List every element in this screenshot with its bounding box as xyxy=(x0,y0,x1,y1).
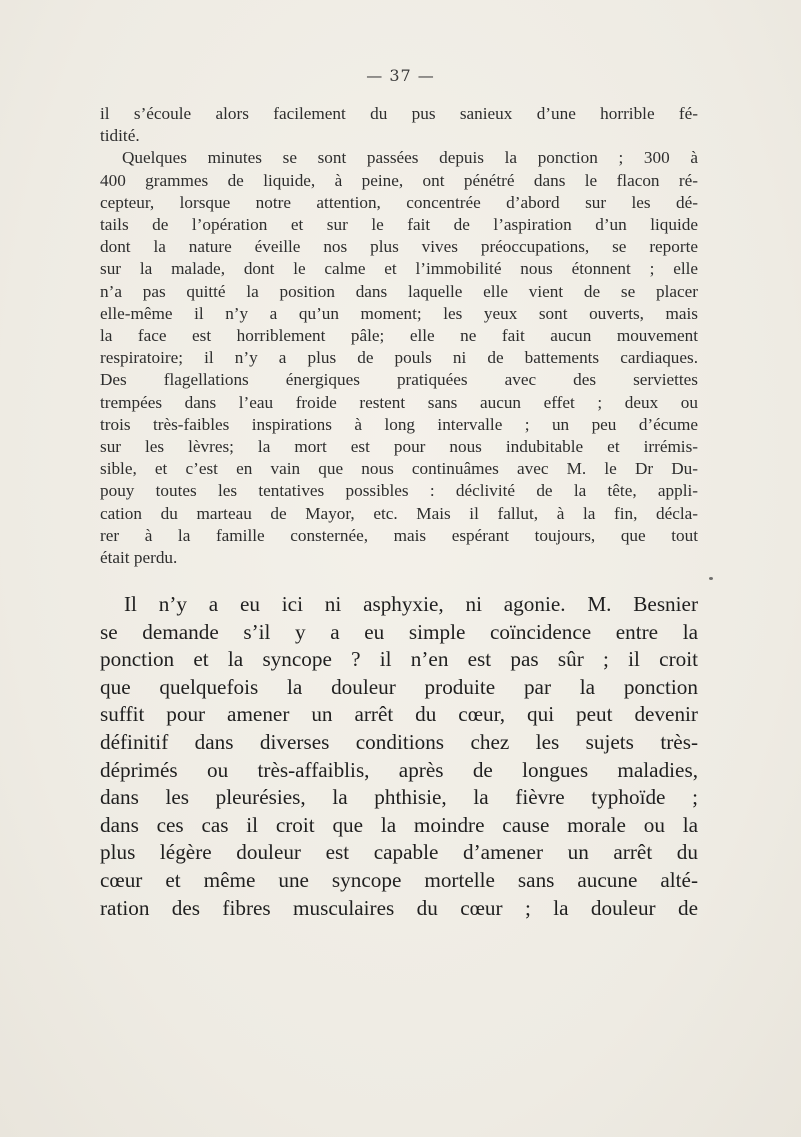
text-line: il s’écoule alors facilement du pus sanieux d’une horrible fé- xyxy=(100,104,698,123)
text-line: dans ces cas il croit que la moindre cause morale ou la xyxy=(100,812,698,837)
text-line: se demande s’il y a eu simple coïncidence entre la xyxy=(100,619,698,644)
text-line: sur les lèvres; la mort est pour nous indubitable et irrémis- xyxy=(100,437,698,457)
text-line: déprimés ou très-affaiblis, après de longues maladies, xyxy=(100,757,698,782)
text-line: cepteur, lorsque notre attention, concentrée d’abord sur les dé- xyxy=(100,192,698,212)
text-line: dans les pleurésies, la phthisie, la fièvre typhoïde ; xyxy=(100,785,698,810)
text-line: Quelques minutes se sont passées depuis la ponction ; 300 à xyxy=(122,148,698,168)
ink-speck xyxy=(709,577,713,580)
paragraph-commentary xyxy=(100,591,698,922)
text-line: cœur et même une syncope mortelle sans aucune alté- xyxy=(100,867,698,892)
text-line: tidité. xyxy=(100,126,140,146)
text-line: définitif dans diverses conditions chez les sujets très- xyxy=(100,729,698,754)
text-line: respiratoire; il n’y a plus de pouls ni de battements cardiaques. xyxy=(100,348,698,368)
text-line: Il n’y a eu ici ni asphyxie, ni agonie. M. Besnier xyxy=(124,592,698,616)
text-line: sur la malade, dont le calme et l’immobilité nous étonnent ; elle xyxy=(100,259,698,279)
text-line: tails de l’opération et sur le fait de l’aspiration d’un liquide xyxy=(100,215,698,235)
text-line: dont la nature éveille nos plus vives préoccupations, se reporte xyxy=(100,237,698,257)
text-line: rer à la famille consternée, mais espérant toujours, que tout xyxy=(100,525,698,545)
text-line: n’a pas quitté la position dans laquelle elle vient de se placer xyxy=(100,281,698,301)
text-line: cation du marteau de Mayor, etc. Mais il fallut, à la fin, décla- xyxy=(100,503,698,523)
text-line: suffit pour amener un arrêt du cœur, qui peut devenir xyxy=(100,702,698,727)
text-line: ration des fibres musculaires du cœur ; la douleur de xyxy=(100,895,698,920)
text-line: Des flagellations énergiques pratiquées avec des serviettes xyxy=(100,370,698,390)
text-line: sible, et c’est en vain que nous continuâmes avec M. le Dr Du- xyxy=(100,459,698,479)
text-line: pouy toutes les tentatives possibles : déclivité de la tête, appli- xyxy=(100,481,698,501)
text-line: elle-même il n’y a qu’un moment; les yeux sont ouverts, mais xyxy=(100,303,698,323)
text-line: trempées dans l’eau froide restent sans aucun effet ; deux ou xyxy=(100,392,698,412)
paragraph-observation xyxy=(100,103,698,569)
text-line: ponction et la syncope ? il n’en est pas sûr ; il croit xyxy=(100,647,698,672)
text-line: trois très-faibles inspirations à long intervalle ; un peu d’écume xyxy=(100,414,698,434)
text-line: que quelquefois la douleur produite par la ponction xyxy=(100,674,698,699)
text-line: était perdu. xyxy=(100,548,178,568)
text-line: la face est horriblement pâle; elle ne fait aucun mouvement xyxy=(100,326,698,346)
text-line: 400 grammes de liquide, à peine, ont pénétré dans le flacon ré- xyxy=(100,170,698,190)
page-number: — 37 — xyxy=(366,66,435,85)
text-line: plus légère douleur est capable d’amener un arrêt du xyxy=(100,840,698,865)
